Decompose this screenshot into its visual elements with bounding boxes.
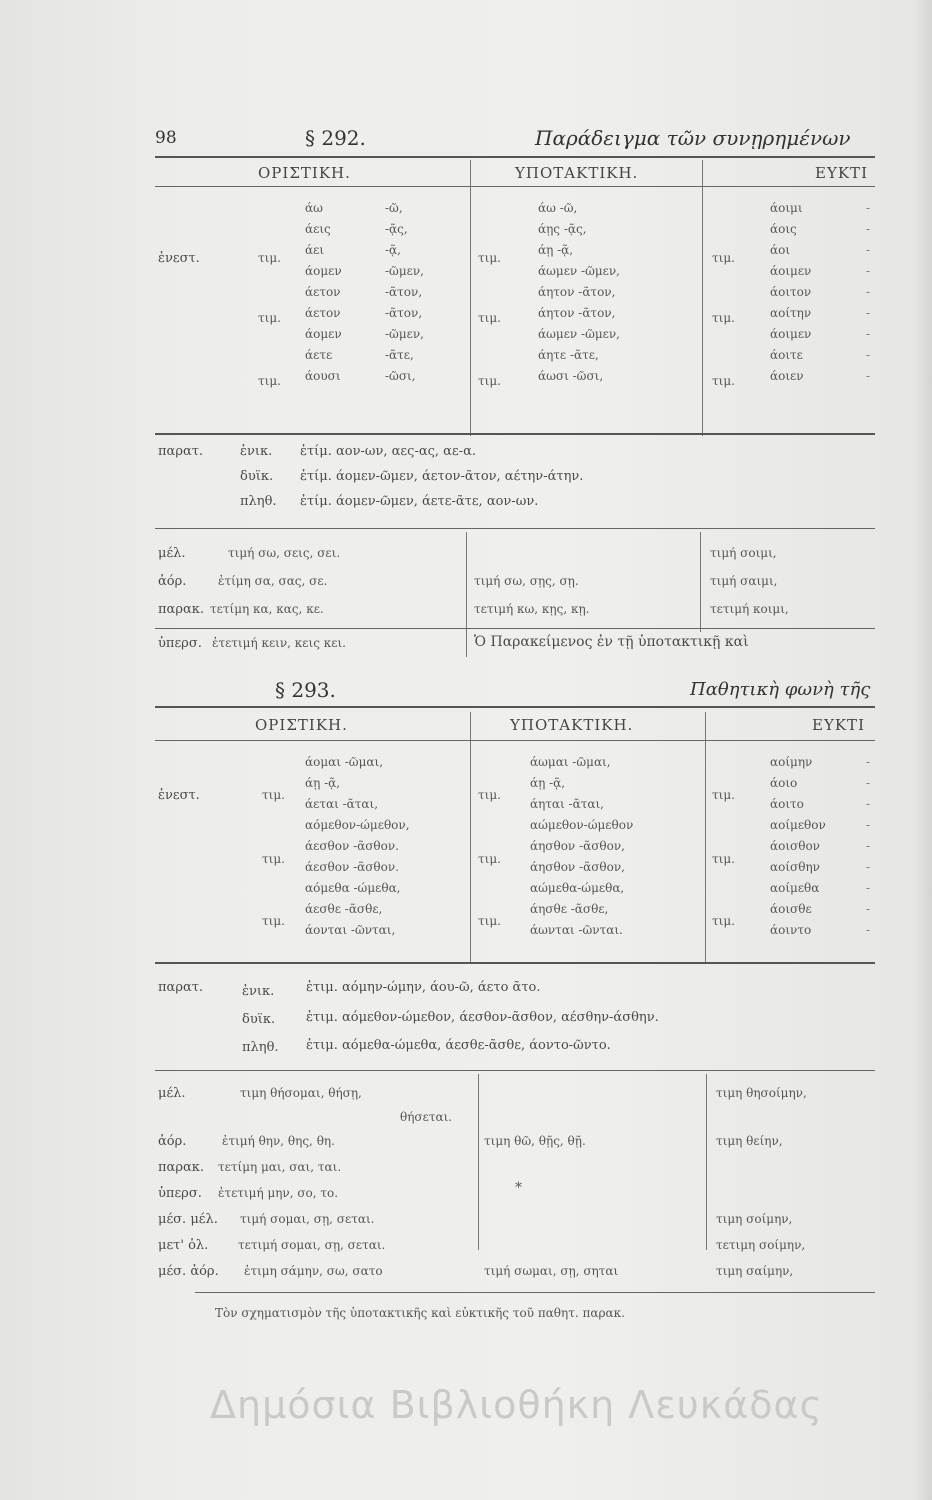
subj-row: άητον -ᾶτον, [538,285,616,299]
number-label: πληθ. [242,1040,279,1055]
opt-row: άοισθον [770,839,820,853]
subj-row: άησθον -ᾶσθον, [530,839,625,853]
stem-label: τιμ. [712,914,735,928]
tense-label: ἐνεστ. [158,251,200,266]
ind-row: άεται -ᾶται, [305,797,379,811]
col-header-indicative: ΟΡΙΣΤΙΚΗ. [258,164,351,182]
opt-tense-forms: τιμη σοίμην, [716,1212,793,1226]
ind-row: -ᾷς, [385,222,408,236]
imperfect-forms: ἐτιμ. αόμεθα-ώμεθα, άεσθε-ᾶσθε, άοντο-ῶντο. [306,1038,611,1053]
section-title: Παθητικὴ φωνὴ τῆς [690,679,871,700]
subj-tense-forms: τιμή σω, σῃς, σῃ. [474,574,579,588]
table2-divider-1 [470,712,471,962]
ind-row: -ᾶτε, [385,348,414,362]
opt-row: αοίμην [770,755,813,769]
subj-tense-forms: τιμη θῶ, θῇς, θῇ. [484,1134,586,1148]
imperfect-forms: ἐτιμ. αόμεθον-ώμεθον, άεσθον-ᾶσθον, αέσθην-άσθην. [306,1010,659,1025]
stem-label: τιμ. [478,852,501,866]
tenses2-divider-1 [478,1074,479,1250]
table1-header-rule [155,186,875,187]
ind-tense-forms: τιμή σω, σεις, σει. [228,546,341,560]
opt-row: αοίτην [770,306,812,320]
table2-header-rule [155,740,875,741]
stem-label: τιμ. [478,914,501,928]
subj-row: άηται -ᾶται, [530,797,604,811]
opt-forms [770,198,811,387]
ind-row: άομεν [305,327,342,341]
number-label: ἑνικ. [242,984,275,999]
ind-row: -ᾷ, [385,243,401,257]
subj-row: άωνται -ῶνται. [530,923,623,937]
ind-row: άεις [305,222,331,236]
opt-row: άοιο [770,776,798,790]
stem-label: τιμ. [712,311,735,325]
stem-label: τιμ. [262,852,285,866]
col-header-optative: ΕΥΚΤΙ [812,716,865,734]
subj-forms [530,752,633,941]
ind-tense-forms: τετιμή σομαι, σῃ, σεται. [238,1238,386,1252]
stem-label: τιμ. [478,374,501,388]
ind-row: -ῶμεν, [385,327,424,341]
ind-row: -ῶσι, [385,369,416,383]
opt-tense-forms: τιμη θησοίμην, [716,1086,807,1100]
margin-dashes: - - - - - - - - - [866,755,871,937]
stem-label: τιμ. [478,311,501,325]
opt-row: αοίμεθον [770,818,826,832]
subj-row: άησθον -ᾶσθον, [530,860,625,874]
opt-tense-forms: τιμη θείην, [716,1134,783,1148]
subj-row: αώμεθα-ώμεθα, [530,881,625,895]
ind-row: άει [305,243,325,257]
opt-row: άοιμεν [770,264,812,278]
ind-row: άεσθον -ᾶσθον. [305,839,399,853]
imperfect-forms: ἐτιμ. αόμην-ώμην, άου-ῶ, άετο ᾶτο. [306,980,541,995]
imperfect-forms: ἐτίμ. άομεν-ῶμεν, άετον-ᾶτον, αέτην-άτην. [300,469,584,484]
opt-row: αοίσθην [770,860,820,874]
subj-row: αώμεθον-ώμεθον [530,818,634,832]
ind-row: άετον [305,285,341,299]
tense-label: μετ' ὀλ. [158,1238,209,1253]
stem-label: τιμ. [258,311,281,325]
ind-tense-forms: ἐτίμη σα, σας, σε. [218,574,328,588]
col-header-optative: ΕΥΚΤΙ [815,164,868,182]
opt-row: άοιμι [770,201,803,215]
tense-label: παρακ. [158,602,205,617]
section-number: § 293. [275,678,336,702]
tense-label: παρακ. [158,1160,205,1175]
col-header-indicative: ΟΡΙΣΤΙΚΗ. [255,716,348,734]
stem-label: τιμ. [258,374,281,388]
opt-row: άοι [770,243,791,257]
table2-bottom-rule [155,962,875,964]
ind-row: άομαι -ῶμαι, [305,755,384,769]
tenses1-divider-2 [700,532,701,632]
subj-row: άῃ -ᾷ, [530,776,566,790]
table1-divider-2 [702,160,703,436]
stem-label: τιμ. [258,251,281,265]
ind-row: άουσι [305,369,341,383]
opt-row: άοιεν [770,369,804,383]
opt-tense-forms: τετιμή κοιμι, [710,602,789,616]
subj-row: άῃς -ᾷς, [538,222,587,236]
ind-tense-forms: τιμη θήσομαι, θήσῃ, [240,1086,362,1100]
tense-label: μέλ. [158,546,186,561]
footer-line: Τὸν σχηματισμὸν τῆς ὑποτακτικῆς καὶ εὐκτικῆς τοῦ παθητ. παρακ. [215,1306,625,1320]
stem-label: τιμ. [712,852,735,866]
ind-row: -ᾶτον, [385,285,423,299]
subj-row: άωσι -ῶσι, [538,369,604,383]
opt-row: άοιτε [770,348,803,362]
stem-label: τιμ. [712,788,735,802]
section-number: § 292. [305,126,366,150]
note-text: Ὁ Παρακείμενος ἐν τῇ ὑποτακτικῇ καὶ [474,634,749,650]
ind-tense-forms: ἐτιμη σάμην, σω, σατο [244,1264,383,1278]
subj-tense-forms: τιμή σωμαι, σῃ, σηται [484,1264,619,1278]
page-fold-shadow [914,0,932,1500]
ind-row: άω [305,201,323,215]
ind-row: αόμεθα -ώμεθα, [305,881,401,895]
subj-row: άητε -ᾶτε, [538,348,599,362]
number-label: δυϊκ. [240,469,274,484]
opt-row: άοιτο [770,797,804,811]
tense-label: μέσ. ἀόρ. [158,1264,219,1279]
section2-rule [155,706,875,708]
ind-endings-right [385,198,424,387]
ind-tense-forms: τετίμη κα, κας, κε. [210,602,324,616]
asterisk-mark: * [515,1180,522,1196]
opt-row: άοιντο [770,923,812,937]
stem-label: τιμ. [478,251,501,265]
table1-bottom-rule [155,433,875,435]
subj-row: άωμαι -ῶμαι, [530,755,611,769]
ind-tense-forms: τετίμη μαι, σαι, ται. [218,1160,342,1174]
margin-dashes: - - - - - - - - - [866,201,871,383]
number-label: ἑνικ. [240,444,273,459]
ind-row: άεσθε -ᾶσθε, [305,902,383,916]
opt-tense-forms: τιμή σοιμι, [710,546,777,560]
page-number: 98 [155,128,177,148]
subj-row: άησθε -ᾶσθε, [530,902,609,916]
ind-forms [305,752,410,941]
tense-label: μέσ. μέλ. [158,1212,218,1227]
stem-label: τιμ. [262,914,285,928]
subj-tense-forms: τετιμή κω, κῃς, κῃ. [474,602,590,616]
subj-row: άῃ -ᾷ, [538,243,574,257]
col-header-subjunctive: ΥΠΟΤΑΚΤΙΚΗ. [515,164,639,182]
subj-row: άω -ῶ, [538,201,578,215]
ind-row: -ᾶτον, [385,306,423,320]
opt-tense-forms: τετιμη σοίμην, [716,1238,806,1252]
tense-label: ἀόρ. [158,574,187,589]
stem-label: τιμ. [712,374,735,388]
stem-label: τιμ. [262,788,285,802]
ind-tense-forms: θήσεται. [400,1110,453,1124]
ind-tense-forms: ἐτετιμή μην, σο, το. [218,1186,339,1200]
ind-row: -ῶμεν, [385,264,424,278]
ind-tense-forms: τιμή σομαι, σῃ, σεται. [240,1212,375,1226]
opt-forms [770,752,826,941]
subj-forms [538,198,620,387]
ind-row: αόμεθον-ώμεθον, [305,818,410,832]
stem-label: τιμ. [712,251,735,265]
imperfect-rule [155,1070,875,1071]
ind-row: -ῶ, [385,201,403,215]
number-label: πληθ. [240,494,277,509]
tenses1-divider-1 [466,532,467,657]
tenses1-rule [155,628,875,629]
table2-divider-2 [705,712,706,962]
tenses2-rule [195,1292,875,1293]
subj-row: άητον -ᾶτον, [538,306,616,320]
ind-row: άονται -ῶνται, [305,923,396,937]
table1-divider-1 [470,160,471,436]
page-title: Παράδειγμα τῶν συνῃρημένων [535,126,851,150]
ind-endings-left [305,198,342,387]
library-watermark: Δημόσια Βιβλιοθήκη Λευκάδας [210,1383,823,1427]
imperfect-label: παρατ. [158,980,204,995]
imperfect-forms: ἐτίμ. αον-ων, αες-ας, αε-α. [300,444,476,459]
stem-label: τιμ. [478,788,501,802]
ind-row: άεσθον -ᾶσθον. [305,860,399,874]
opt-tense-forms: τιμή σαιμι, [710,574,778,588]
imperfect-forms: ἐτίμ. άομεν-ῶμεν, άετε-ᾶτε, αον-ων. [300,494,539,509]
imperfect-rule [155,528,875,529]
number-label: δυϊκ. [242,1012,276,1027]
tenses2-divider-2 [706,1074,707,1250]
tense-label: μέλ. [158,1086,186,1101]
tense-label: ὑπερσ. [158,1186,202,1201]
subj-row: άωμεν -ῶμεν, [538,264,620,278]
opt-row: αοίμεθα [770,881,820,895]
ind-row: άετε [305,348,333,362]
opt-row: άοισθε [770,902,812,916]
opt-row: άοιμεν [770,327,812,341]
tense-label: ὑπερσ. [158,636,202,651]
opt-row: άοιτον [770,285,812,299]
ind-tense-forms: ἐτετιμή κειν, κεις κει. [212,636,346,650]
opt-row: άοις [770,222,797,236]
col-header-subjunctive: ΥΠΟΤΑΚΤΙΚΗ. [510,716,634,734]
opt-tense-forms: τιμη σαίμην, [716,1264,794,1278]
tense-label: ἐνεστ. [158,788,200,803]
tense-label: ἀόρ. [158,1134,187,1149]
header-rule [155,156,875,158]
ind-row: άομεν [305,264,342,278]
imperfect-label: παρατ. [158,444,204,459]
subj-row: άωμεν -ῶμεν, [538,327,620,341]
ind-tense-forms: ἐτιμή θην, θης, θη. [222,1134,335,1148]
ind-row: άῃ -ᾷ, [305,776,341,790]
ind-row: άετον [305,306,341,320]
